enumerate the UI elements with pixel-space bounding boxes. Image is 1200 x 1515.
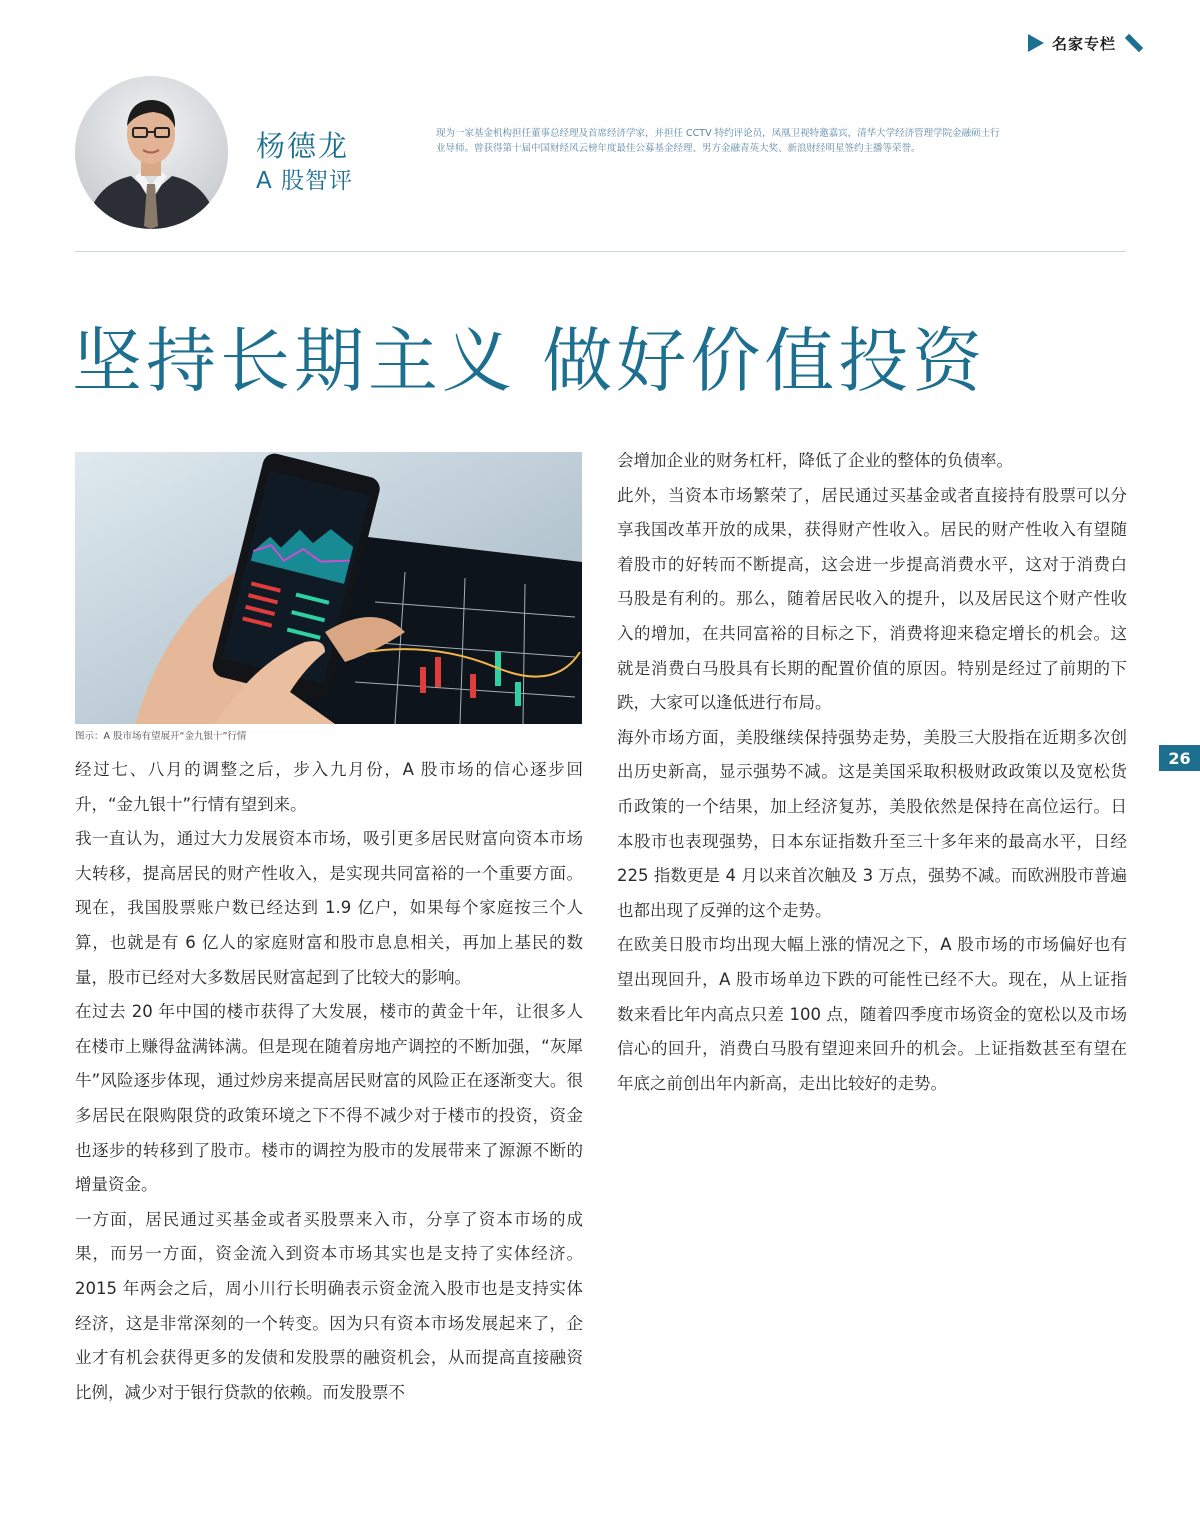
paragraph: 一方面，居民通过买基金或者买股票来入市，分享了资本市场的成果，而另一方面，资金流入到资本市场其实也是支持了实体经济。2015 年两会之后，周小川行长明确表示资金流入股市也是支持实体经济，这是非常深刻的一个转变。因为只有资本市场发展起来了，企业才有机会获得更多的发债和发股票的融资机会，从而提高直接融资比例，减少对于银行贷款的依赖。而发股票不 bbox=[75, 1209, 583, 1402]
author-column-title: A 股智评 bbox=[256, 168, 354, 194]
stock-trading-photo bbox=[75, 452, 582, 724]
paragraph: 在欧美日股市均出现大幅上涨的情况之下，A 股市场的市场偏好也有望出现回升，A 股市场单边下跌的可能性已经不大。现在，从上证指数来看比年内高点只差 100 点，随着四季度市场资金的宽松以及市场信心的回升，消费白马股有望迎来回升的机会。上证指数甚至有望在年底之前创出年内新高，走出比较好的走势。 bbox=[617, 935, 1127, 1093]
article-column-left bbox=[75, 753, 583, 1410]
column-header bbox=[1028, 30, 1144, 56]
author-name: 杨德龙 bbox=[256, 129, 350, 163]
paragraph: 此外，当资本市场繁荣了，居民通过买基金或者直接持有股票可以分享我国改革开放的成果，获得财产性收入。居民的财产性收入有望随着股市的好转而不断提高，这会进一步提高消费水平，这对于消费白马股是有利的。那么，随着居民收入的提升，以及居民这个财产性收入的增加，在共同富裕的目标之下，消费将迎来稳定增长的机会。这就是消费白马股具有长期的配置价值的原因。特别是经过了前期的下跌，大家可以逢低进行布局。 bbox=[617, 485, 1127, 713]
slash-icon bbox=[1125, 34, 1143, 52]
author-portrait bbox=[75, 76, 228, 229]
paragraph: 在过去 20 年中国的楼市获得了大发展，楼市的黄金十年，让很多人在楼市上赚得盆满钵满。但是现在随着房地产调控的不断加强，“灰犀牛”风险逐步体现，通过炒房来提高居民财富的风险正在逐渐变大。很多居民在限购限贷的政策环境之下不得不减少对于楼市的投资，资金也逐步的转移到了股市。楼市的调控为股市的发展带来了源源不断的增量资金。 bbox=[75, 1002, 583, 1195]
author-bio: 现为一家基金机构担任董事总经理及首席经济学家，并担任 CCTV 特约评论员，凤凰卫视特邀嘉宾，清华大学经济管理学院金融硕士行业导师。曾获得第十届中国财经风云榜年度最佳公募基金经理、男方金融青英大奖、新浪财经明星签约主播等荣誉。 bbox=[436, 128, 1000, 154]
paragraph: 海外市场方面，美股继续保持强势走势，美股三大股指在近期多次创出历史新高，显示强势不减。这是美国采取积极财政政策以及宽松货币政策的一个结果，加上经济复苏，美股依然是保持在高位运行。日本股市也表现强势，日本东证指数升至三十多年来的最高水平，日经 225 指数更是 4 月以来首次触及 3 万点，强势不减。而欧洲股市普遍也都出现了反弹的这个走势。 bbox=[617, 727, 1127, 920]
photo-caption: 图示：A 股市场有望展开“金九银十”行情 bbox=[75, 731, 247, 742]
paragraph: 会增加企业的财务杠杆，降低了企业的整体的负债率。 bbox=[617, 451, 1013, 470]
paragraph: 经过七、八月的调整之后，步入九月份，A 股市场的信心逐步回升，“金九银十”行情有望到来。 bbox=[75, 760, 583, 814]
page-number: 26 bbox=[1159, 745, 1200, 771]
column-header-label: 名家专栏 bbox=[1051, 34, 1116, 53]
arrow-icon bbox=[1028, 34, 1044, 52]
article-headline: 坚持长期主义 做好价值投资 bbox=[72, 320, 987, 402]
header-divider bbox=[75, 251, 1126, 252]
author-avatar bbox=[75, 76, 228, 229]
article-photo bbox=[75, 452, 582, 724]
paragraph: 我一直认为，通过大力发展资本市场，吸引更多居民财富向资本市场大转移，提高居民的财产性收入，是实现共同富裕的一个重要方面。现在，我国股票账户数已经达到 1.9 亿户，如果每个家庭按三个人算，也就是有 6 亿人的家庭财富和股市息息相关，再加上基民的数量，股市已经对大多数居民财富起到了比较大的影响。 bbox=[75, 829, 583, 987]
article-column-right bbox=[617, 444, 1127, 1101]
